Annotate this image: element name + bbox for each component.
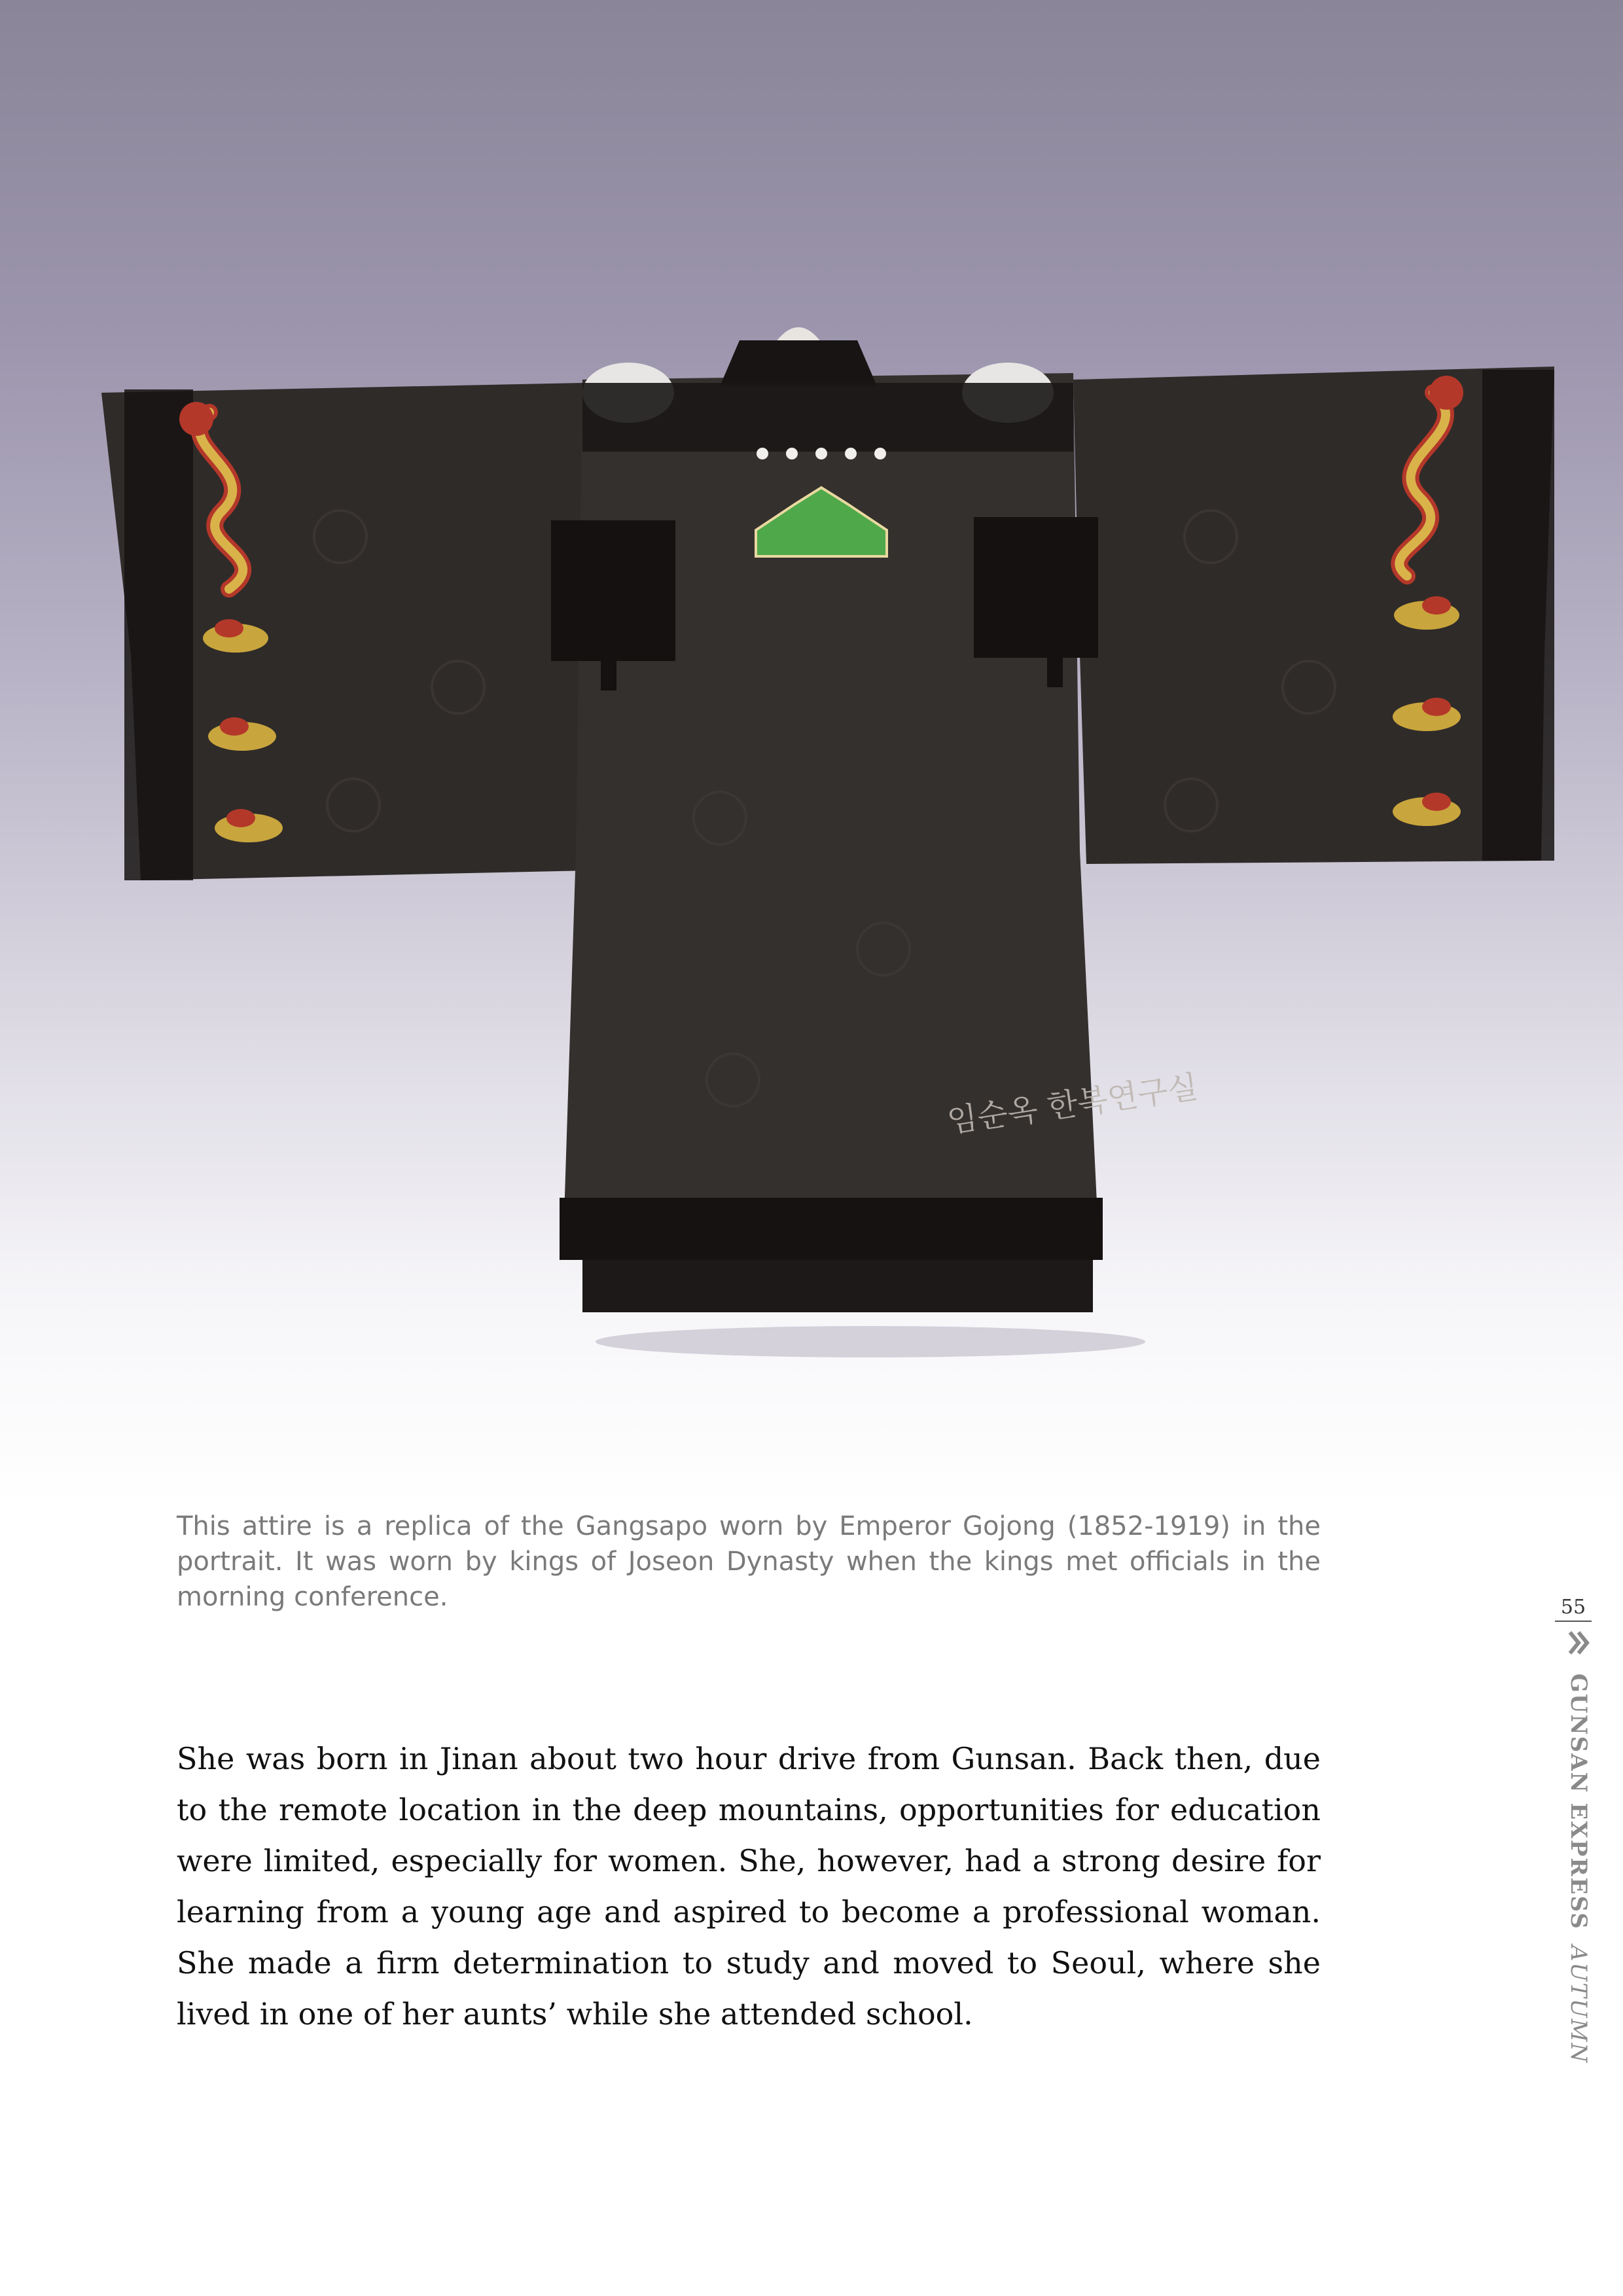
right-sleeve <box>1073 367 1554 864</box>
magazine-name: GUNSAN EXPRESS <box>1565 1673 1592 1930</box>
magazine-masthead <box>1565 1630 1592 2064</box>
signature: 임순옥 한복연구실 <box>944 1068 1201 1140</box>
magazine-season: AUTUMN <box>1565 1945 1592 2064</box>
magazine-logo-icon <box>1569 1630 1592 1656</box>
photo-caption: This attire is a replica of the Gangsapo worn by Emperor Gojong (1852-1919) in the portrait. It was worn by kings of Joseon Dynasty when the kings met officials in the morning conference. <box>177 1511 1321 1612</box>
body-paragraph: She was born in Jinan about two hour drive from Gunsan. Back then, due to the remote location in the deep mountains, opportunities for education were limited, especially for women. She, however, had a strong desire for learning from a young age and aspired to become a professional woman. She made a firm determination to study and moved to Seoul, where she lived in one of her aunts’ while she attended school. <box>177 1741 1321 2032</box>
page-number: 55 <box>1555 1594 1592 1622</box>
